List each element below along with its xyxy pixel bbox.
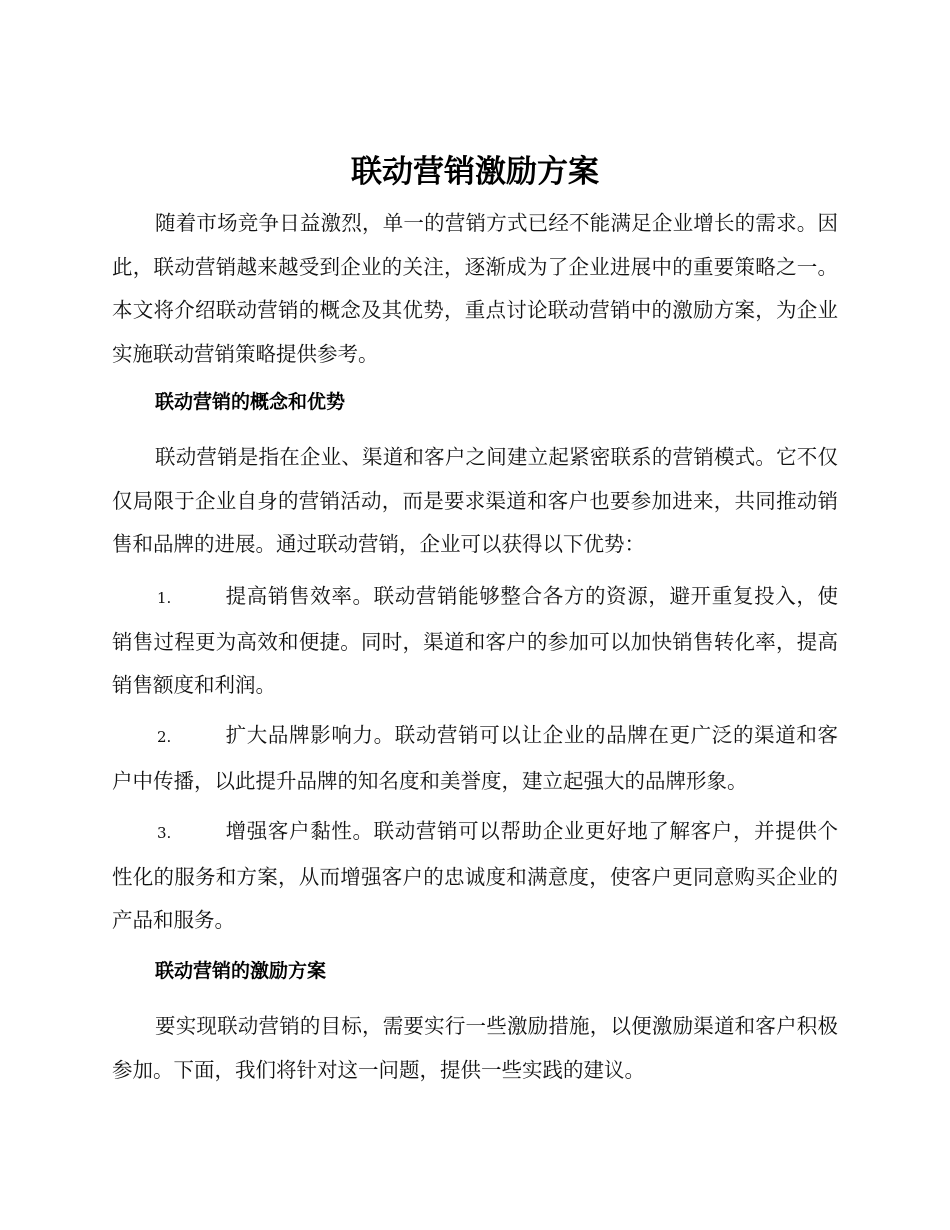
list-item-text: 增强客户黏性。联动营销可以帮助企业更好地了解客户，并提供个性化的服务和方案，从而增强客户的忠诚度和满意度，使客户更同意购买企业的产品和服务。 (112, 819, 838, 932)
list-item (112, 714, 838, 803)
list-item-number: 1. (157, 589, 172, 607)
intro-paragraph: 随着市场竞争日益激烈，单一的营销方式已经不能满足企业增长的需求。因此，联动营销越来越受到企业的关注，逐渐成为了企业进展中的重要策略之一。本文将介绍联动营销的概念及其优势，重点讨论联动营销中的激励方案，为企业实施联动营销策略提供参考。 (112, 211, 838, 366)
list-item (112, 575, 838, 708)
document-title: 联动营销激励方案 (351, 154, 599, 190)
section-heading-concept: 联动营销的概念和优势 (155, 391, 346, 413)
list-item-text: 扩大品牌影响力。联动营销可以让企业的品牌在更广泛的渠道和客户中传播，以此提升品牌的知名度和美誉度，建立起强大的品牌形象。 (112, 723, 838, 793)
list-item-number: 3. (157, 824, 172, 842)
incentive-paragraph: 要实现联动营销的目标，需要实行一些激励措施，以便激励渠道和客户积极参加。下面，我们将针对这一问题，提供一些实践的建议。 (112, 1014, 838, 1082)
list-item (112, 810, 838, 943)
concept-paragraph: 联动营销是指在企业、渠道和客户之间建立起紧密联系的营销模式。它不仅仅局限于企业自身的营销活动，而是要求渠道和客户也要参加进来，共同推动销售和品牌的进展。通过联动营销，企业可以获得以下优势： (112, 445, 838, 556)
section-heading-incentive: 联动营销的激励方案 (155, 960, 327, 982)
list-item-number: 2. (157, 728, 172, 746)
list-item-text: 提高销售效率。联动营销能够整合各方的资源，避开重复投入，使销售过程更为高效和便捷。同时，渠道和客户的参加可以加快销售转化率，提高销售额度和利润。 (112, 584, 838, 697)
